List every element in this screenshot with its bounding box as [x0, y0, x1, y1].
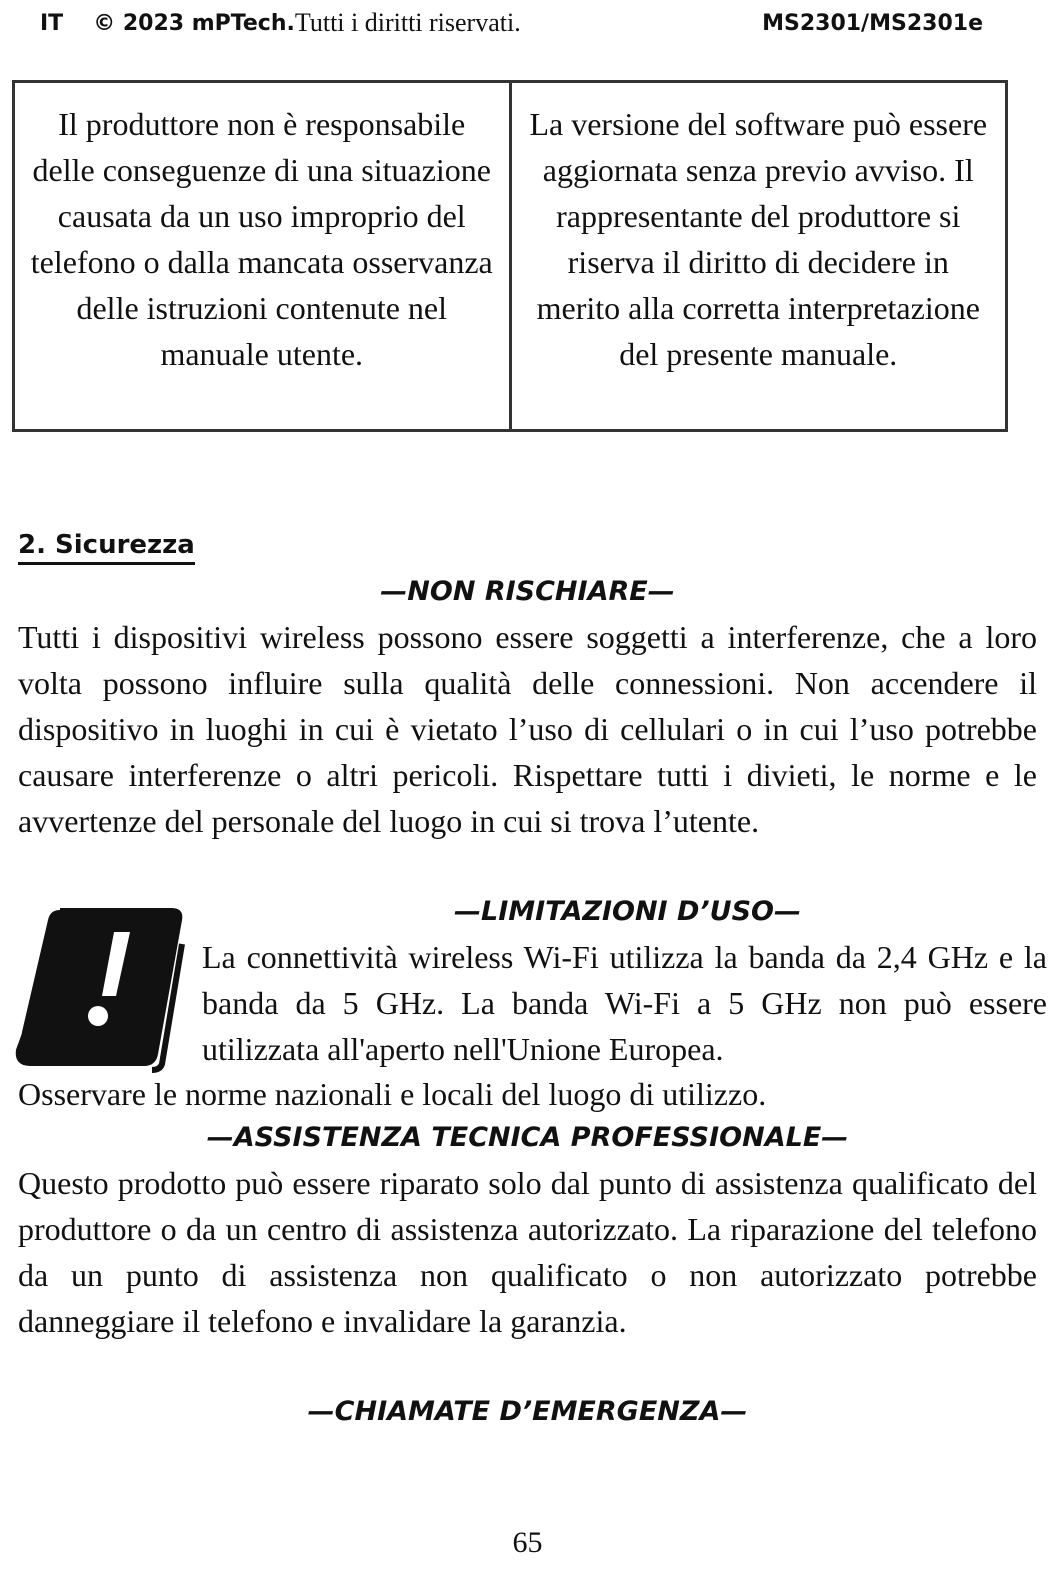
disclaimer-right-cell: La versione del software può essere aggiornata senza previo avviso. Il rappresentante del produttore si riserva il diritto di decidere in merito alla corretta interpretazione del presente manuale. [509, 83, 1006, 429]
page-number: 65 [512, 1526, 543, 1559]
paragraph-assistenza: Questo prodotto può essere riparato solo dal punto di assistenza qualificato del produttore o da un centro di assistenza autorizzato. La riparazione del telefono da un punto di assistenza non qualificato o non autorizzato potrebbe danneggiare il telefono e invalidare la garanzia. [18, 1165, 1037, 1339]
header-left [40, 8, 521, 38]
heading-assistenza: —ASSISTENZA TECNICA PROFESSIONALE— [206, 1122, 849, 1153]
paragraph-limitazioni-cont: Osservare le norme nazionali e locali del luogo di utilizzo. [18, 1076, 767, 1112]
page-header [40, 6, 983, 40]
paragraph-limitazioni: La connettività wireless Wi-Fi utilizza la banda da 2,4 GHz e la banda da 5 GHz. La banda Wi-Fi a 5 GHz non può essere utilizzata all'aperto nell'Unione Europea. [202, 939, 1047, 1067]
language-code: IT [40, 10, 64, 36]
heading-non-rischiare: —NON RISCHIARE— [380, 576, 675, 607]
copyright-brand: © 2023 mPTech. [93, 10, 295, 36]
paragraph-non-rischiare: Tutti i dispositivi wireless possono essere soggetti a interferenze, che a loro volta possono influire sulla qualità delle connessioni. Non accendere il dispositivo in luoghi in cui è vietato l’uso di cellulari o in cui l’uso potrebbe causare interferenze o altri pericoli. Rispettare tutti i divieti, le norme e le avvertenze del personale del luogo in cui si trova l’utente. [18, 619, 1037, 839]
heading-emergenza: —CHIAMATE D’EMERGENZA— [307, 1396, 748, 1427]
copyright-text: Tutti i diritti riservati. [294, 8, 521, 37]
disclaimer-table [12, 80, 1008, 432]
manual-warning-icon [12, 904, 188, 1074]
model-number: MS2301/MS2301e [762, 10, 983, 36]
disclaimer-left-cell: Il produttore non è responsabile delle conseguenze di una situazione causata da un uso improprio del telefono o dalla mancata osservanza delle istruzioni contenute nel manuale utente. [30, 106, 493, 372]
heading-limitazioni: —LIMITAZIONI D’USO— [454, 896, 801, 927]
section-title: 2. Sicurezza [18, 530, 195, 565]
